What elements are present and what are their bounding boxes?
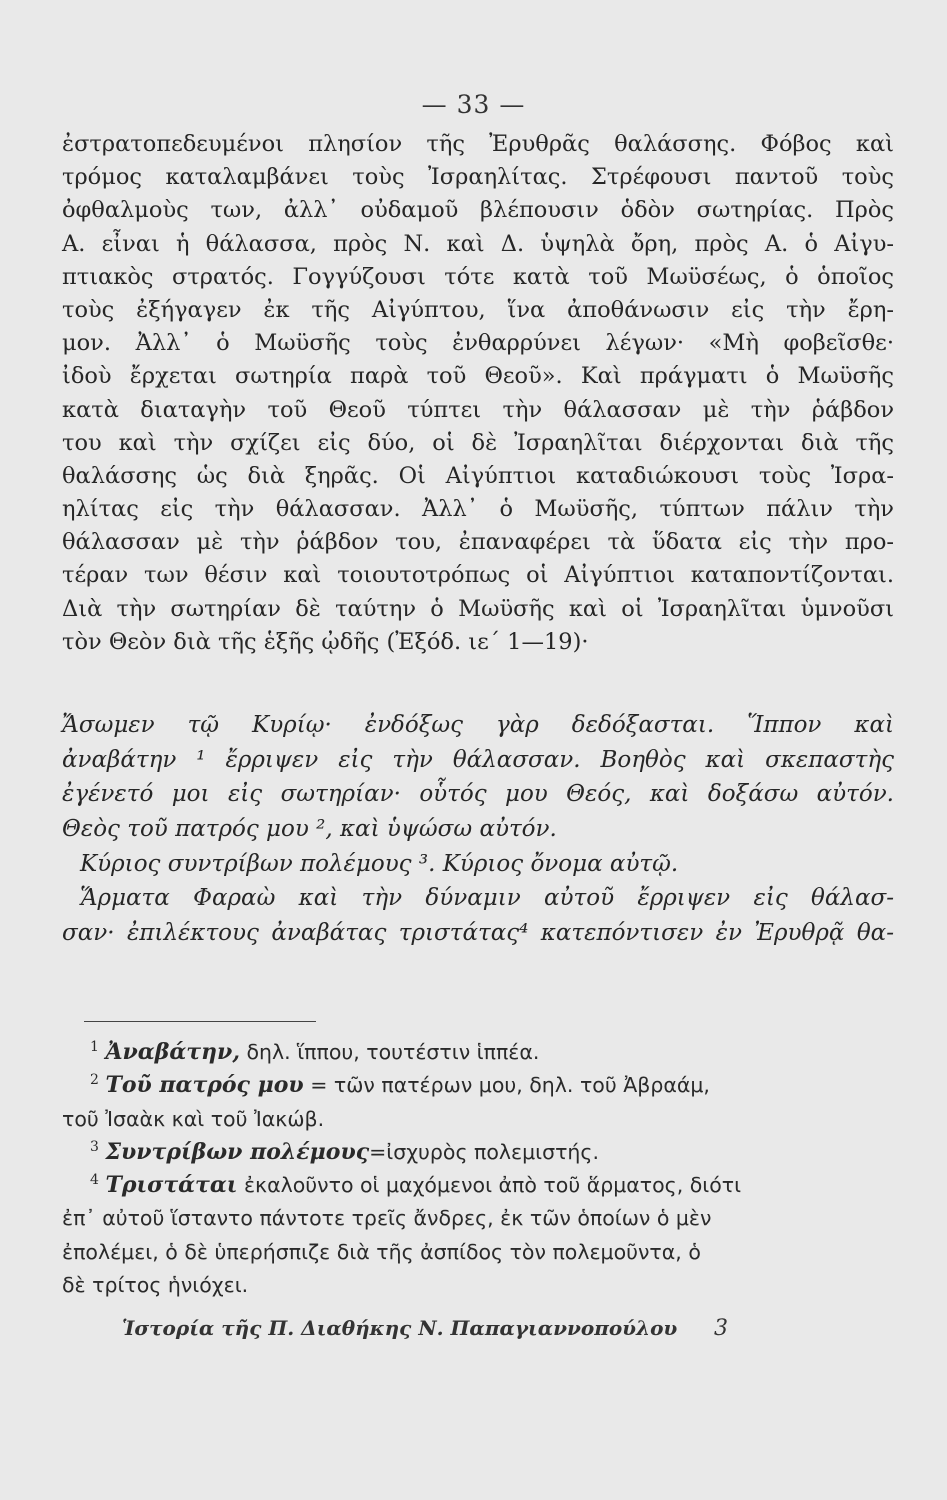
footnote <box>62 1169 894 1202</box>
footnotes <box>62 1036 894 1302</box>
footnote-number: 2 <box>90 1072 99 1089</box>
body-line: ἰδοὺ ἔρχεται σωτηρία παρὰ τοῦ Θεοῦ». Καὶ πράγματι ὁ Μωϋσῆς <box>62 363 894 390</box>
footnote-number: 1 <box>90 1039 99 1056</box>
body-line: θαλάσσης ὡς διὰ ξηρᾶς. Οἱ Αἰγύπτιοι καταδιώκουσι τοὺς Ἰσρα- <box>62 462 894 489</box>
footnote <box>62 1136 894 1169</box>
hymn-line: Ἄσωμεν τῷ Κυρίῳ· ἐνδόξως γὰρ δεδόξασται. Ἵππον καὶ <box>62 712 894 738</box>
body-line: ηλίτας εἰς τὴν θάλασσαν. Ἀλλ᾽ ὁ Μωϋσῆς, τύπτων πάλιν τὴν <box>62 496 894 523</box>
page-number: — 33 — <box>421 90 526 119</box>
body-line: τέραν των θέσιν καὶ τοιουτοτρόπως οἱ Αἰγύπτιοι καταποντίζονται. <box>62 562 894 589</box>
footnote-text: =ἰσχυρὸς πολεμιστής. <box>369 1139 599 1164</box>
body-line: τοὺς ἐξήγαγεν ἐκ τῆς Αἰγύπτου, ἵνα ἀποθάνωσιν εἰς τὴν ἔρη- <box>62 296 894 323</box>
hymn-line: σαν· ἐπιλέκτους ἀναβάτας τριστάτας⁴ κατεπόντισεν ἐν Ἐρυθρᾷ θα- <box>62 920 894 947</box>
hymn-text <box>62 708 894 951</box>
body-line: ὀφθαλμοὺς των, ἀλλ᾽ οὐδαμοῦ βλέπουσιν ὁδὸν σωτηρίας. Πρὸς <box>62 197 894 224</box>
body-text <box>62 128 894 659</box>
body-line: θάλασσαν μὲ τὴν ῥάβδον του, ἐπαναφέρει τὰ ὕδατα εἰς τὴν προ- <box>62 529 894 556</box>
footnote-term: Ἀναβάτην, <box>105 1039 240 1065</box>
running-footer-title: Ἱστορία τῆς Π. Διαθήκης Ν. Παπαγιαννοπούλου <box>122 1316 678 1340</box>
signature-mark: 3 <box>714 1316 728 1341</box>
footnote-number: 4 <box>90 1172 99 1189</box>
hymn-line: ἐγένετό μοι εἰς σωτηρίαν· οὗτός μου Θεός, καὶ δοξάσω αὐτόν. <box>62 781 894 808</box>
hymn-line: Κύριος συντρίβων πολέμους ³. Κύριος ὄνομα αὐτῷ. <box>80 850 679 877</box>
footnote-continuation: δὲ τρίτος ἡνιόχει. <box>62 1273 249 1298</box>
body-line: μον. Ἀλλ᾽ ὁ Μωϋσῆς τοὺς ἐνθαρρύνει λέγων· «Μὴ φοβεῖσθε· <box>62 330 894 357</box>
hymn-line: Θεὸς τοῦ πατρός μου ², καὶ ὑψώσω αὐτόν. <box>62 816 557 843</box>
footnote-continuation: ἐπολέμει, ὁ δὲ ὑπερήσπιζε διὰ τῆς ἀσπίδος τὸν πολεμοῦντα, ὁ <box>62 1239 701 1264</box>
footnote-term: Τριστάται <box>105 1172 238 1199</box>
body-line: ἐστρατοπεδευμένοι πλησίον τῆς Ἐρυθρᾶς θαλάσσης. Φόβος καὶ <box>62 131 894 157</box>
footnote-text: = τῶν πατέρων μου, δηλ. τοῦ Ἀβραάμ, <box>303 1073 710 1098</box>
footnote-continuation: τοῦ Ἰσαὰκ καὶ τοῦ Ἰακώβ. <box>62 1106 325 1131</box>
footnote-term: Τοῦ πατρός μου <box>105 1072 304 1099</box>
footnote-text: ἐκαλοῦντο οἱ μαχόμενοι ἀπὸ τοῦ ἅρματος, διότι <box>237 1173 742 1198</box>
footnote <box>62 1036 894 1069</box>
body-line: του καὶ τὴν σχίζει εἰς δύο, οἱ δὲ Ἰσραηλῖται διέρχονται διὰ τῆς <box>62 429 894 456</box>
footnote <box>62 1069 894 1102</box>
footnote-divider <box>84 1021 316 1022</box>
footnote-continuation: ἐπ᾽ αὐτοῦ ἵσταντο πάντοτε τρεῖς ἄνδρες, ἐκ τῶν ὁποίων ὁ μὲν <box>62 1206 712 1231</box>
footnote-number: 3 <box>90 1139 99 1156</box>
hymn-line: ἀναβάτην ¹ ἔρριψεν εἰς τὴν θάλασσαν. Βοηθὸς καὶ σκεπαστὴς <box>62 746 894 773</box>
body-line: Α. εἶναι ἡ θάλασσα, πρὸς Ν. καὶ Δ. ὑψηλὰ ὄρη, πρὸς Α. ὁ Αἰγυ- <box>62 230 894 257</box>
footnote-term: Συντρίβων πολέμους <box>105 1138 370 1165</box>
body-line: τρόμος καταλαμβάνει τοὺς Ἰσραηλίτας. Στρέφουσι παντοῦ τοὺς <box>62 164 894 191</box>
hymn-line: Ἅρματα Φαραὼ καὶ τὴν δύναμιν αὐτοῦ ἔρριψεν εἰς θάλασ- <box>80 885 894 912</box>
body-line: Διὰ τὴν σωτηρίαν δὲ ταύτην ὁ Μωϋσῆς καὶ οἱ Ἰσραηλῖται ὑμνοῦσι <box>62 595 894 622</box>
body-line: τὸν Θεὸν διὰ τῆς ἑξῆς ᾠδῆς (Ἐξόδ. ιε΄ 1—19)· <box>62 628 589 655</box>
footnote-text: δηλ. ἵππου, τουτέστιν ἱππέα. <box>239 1040 540 1064</box>
body-line: κατὰ διαταγὴν τοῦ Θεοῦ τύπτει τὴν θάλασσαν μὲ τὴν ῥάβδον <box>62 396 894 423</box>
body-line: πτιακὸς στρατός. Γογγύζουσι τότε κατὰ τοῦ Μωϋσέως, ὁ ὁποῖος <box>62 263 894 290</box>
